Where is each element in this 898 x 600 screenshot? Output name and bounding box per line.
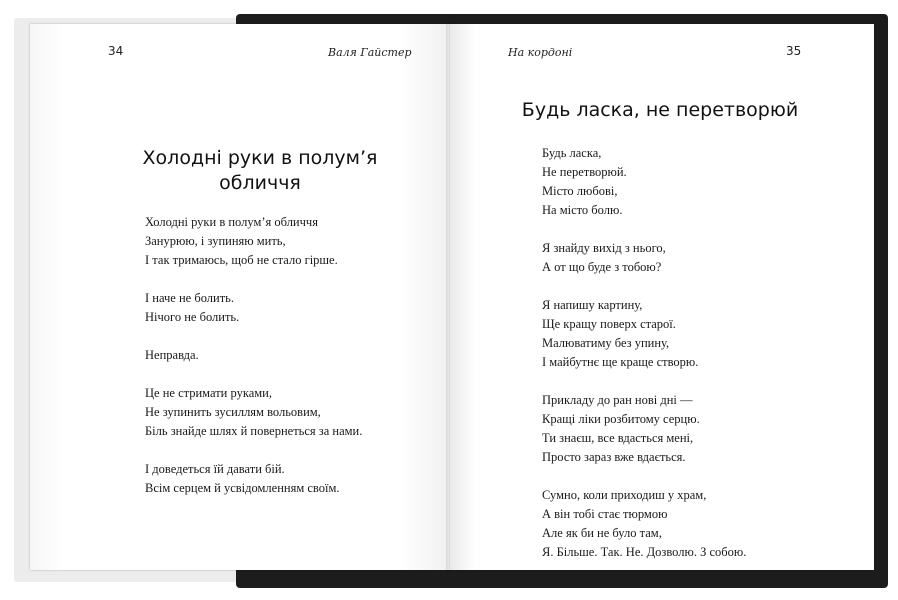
right-page-number: 35 [786,44,802,58]
poem-line: Будь ласка, [542,146,602,160]
right-stanza-4 [542,391,746,467]
right-stanza-5 [542,486,746,562]
poem-line: І доведеться їй давати бій. [145,462,285,476]
poem-line: Я напишу картину, [542,298,643,312]
poem-line: Неправда. [145,348,199,362]
left-poem-title [90,146,430,196]
right-running-head: На кордоні [508,46,573,59]
right-stanza-2 [542,239,746,277]
left-running-head: Валя Гайстер [328,46,412,59]
left-stanza-3 [145,346,362,365]
poem-line: А він тобі стає тюрмою [542,507,668,521]
poem-line: Це не стримати руками, [145,386,272,400]
poem-line: Просто зараз вже вдається. [542,450,686,464]
poem-line: Але як би не було там, [542,526,662,540]
poem-line: Холодні руки в полум’я обличчя [145,215,318,229]
right-poem-body [542,144,746,581]
poem-line: І так тримаюсь, щоб не стало гірше. [145,253,338,267]
poem-line: На місто болю. [542,203,623,217]
poem-line: Ти знаєш, все вдасться мені, [542,431,694,445]
right-page [450,24,874,570]
poem-line: Малюватиму без упину, [542,336,670,350]
poem-line: Не перетворюй. [542,165,627,179]
poem-line: Нічого не болить. [145,310,240,324]
right-poem-title: Будь ласка, не перетворюй [521,99,799,121]
left-poem-title-line-2: обличчя [219,172,301,194]
left-stanza-2 [145,289,362,327]
poem-line: Не зупинить зусиллям вольовим, [145,405,321,419]
poem-line: Кращі ліки розбитому серцю. [542,412,700,426]
poem-line: Я. Більше. Так. Не. Дозволю. З собою. [542,545,747,559]
poem-line: Сумно, коли приходиш у храм, [542,488,707,502]
poem-line: І майбутнє ще краще створю. [542,355,699,369]
poem-line: Занурюю, і зупиняю мить, [145,234,286,248]
poem-line: Прикладу до ран нові дні — [542,393,693,407]
left-stanza-5 [145,460,362,498]
right-stanza-1 [542,144,746,220]
poem-line: Всім серцем й усвідомленням своїм. [145,481,340,495]
left-page [30,24,450,570]
left-stanza-4 [145,384,362,441]
poem-line: А от що буде з тобою? [542,260,662,274]
left-page-number: 34 [108,44,124,58]
left-poem-title-line-1: Холодні руки в полум’я [142,147,378,169]
poem-line: Ще кращу поверх старої. [542,317,676,331]
poem-line: Місто любові, [542,184,618,198]
left-poem-body [145,213,362,517]
left-stanza-1 [145,213,362,270]
poem-line: Біль знайде шлях й повернеться за нами. [145,424,363,438]
right-stanza-3 [542,296,746,372]
poem-line: Я знайду вихід з нього, [542,241,666,255]
poem-line: І наче не болить. [145,291,235,305]
